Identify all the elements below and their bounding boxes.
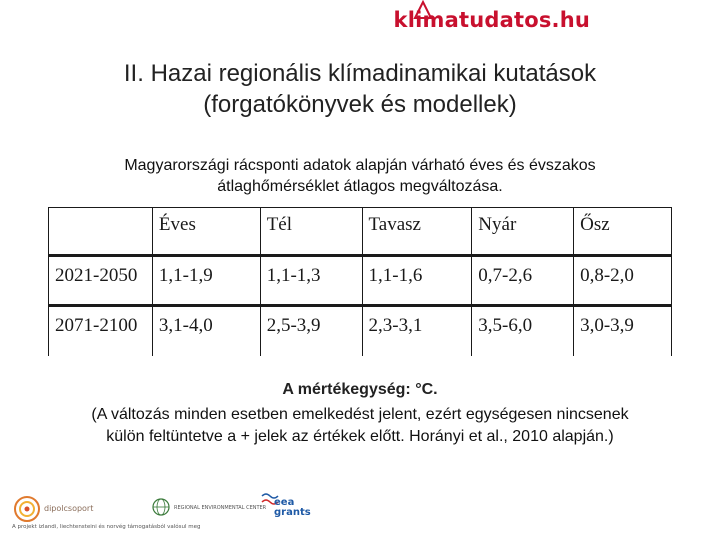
table-cell: 3,5-6,0 bbox=[472, 306, 574, 357]
eea-grants-line2: grants bbox=[274, 507, 311, 518]
table-cell: 0,7-2,6 bbox=[472, 256, 574, 306]
table-header-cell: Tél bbox=[260, 208, 362, 256]
footer-partner-logos bbox=[12, 488, 712, 538]
table-header-cell: Éves bbox=[152, 208, 260, 256]
table-cell: 0,8-2,0 bbox=[574, 256, 672, 306]
table-cell: 2,3-3,1 bbox=[362, 306, 472, 357]
footer-caption: A projekt izlandi, liechtensteini és norvég támogatásból valósul meg bbox=[12, 524, 201, 530]
temperature-change-table bbox=[48, 207, 672, 356]
table-cell: 3,1-4,0 bbox=[152, 306, 260, 357]
subtitle-line2: átlaghőmérséklet átlagos megváltozása. bbox=[217, 178, 503, 195]
table-header-cell bbox=[49, 208, 153, 256]
explanation-note bbox=[20, 404, 700, 448]
note-line2: külön feltüntetve a + jelek az értékek előtt. Horányi et al., 2010 alapján.) bbox=[106, 428, 614, 445]
note-line1: (A változás minden esetben emelkedést jelent, ezért egységesen nincsenek bbox=[91, 406, 629, 423]
dipolcsoport-logo-icon bbox=[12, 494, 42, 524]
subtitle-line1: Magyarországi rácsponti adatok alapján várható éves és évszakos bbox=[124, 157, 596, 174]
table-row bbox=[49, 256, 672, 306]
table-header-cell: Tavasz bbox=[362, 208, 472, 256]
eea-grants-line1: eea bbox=[274, 497, 295, 508]
table-cell: 1,1-1,6 bbox=[362, 256, 472, 306]
slide-title bbox=[0, 58, 720, 120]
table-cell-period: 2021-2050 bbox=[49, 256, 153, 306]
rec-logo-text: REGIONAL ENVIRONMENTAL CENTER bbox=[174, 505, 267, 511]
unit-note: A mértékegység: °C. bbox=[282, 381, 438, 398]
slide-title-line2: (forgatókönyvek és modellek) bbox=[203, 91, 517, 118]
table-cell: 2,5-3,9 bbox=[260, 306, 362, 357]
table-row bbox=[49, 306, 672, 357]
table-cell: 3,0-3,9 bbox=[574, 306, 672, 357]
table-cell-period: 2071-2100 bbox=[49, 306, 153, 357]
table-header-cell: Ősz bbox=[574, 208, 672, 256]
table-cell: 1,1-1,9 bbox=[152, 256, 260, 306]
site-logo[interactable]: klimatudatos.hu bbox=[393, 8, 590, 32]
temperature-change-table-image bbox=[48, 207, 672, 356]
table-header-cell: Nyár bbox=[472, 208, 574, 256]
table-header-row bbox=[49, 208, 672, 256]
slide-title-line1: II. Hazai regionális klímadinamikai kutatások bbox=[123, 60, 597, 87]
dipolcsoport-logo-text: dipolcsoport bbox=[44, 504, 94, 513]
rec-globe-logo-icon bbox=[152, 498, 170, 516]
slide-subtitle bbox=[0, 155, 720, 197]
table-cell: 1,1-1,3 bbox=[260, 256, 362, 306]
eea-grants-logo-text bbox=[274, 498, 311, 518]
